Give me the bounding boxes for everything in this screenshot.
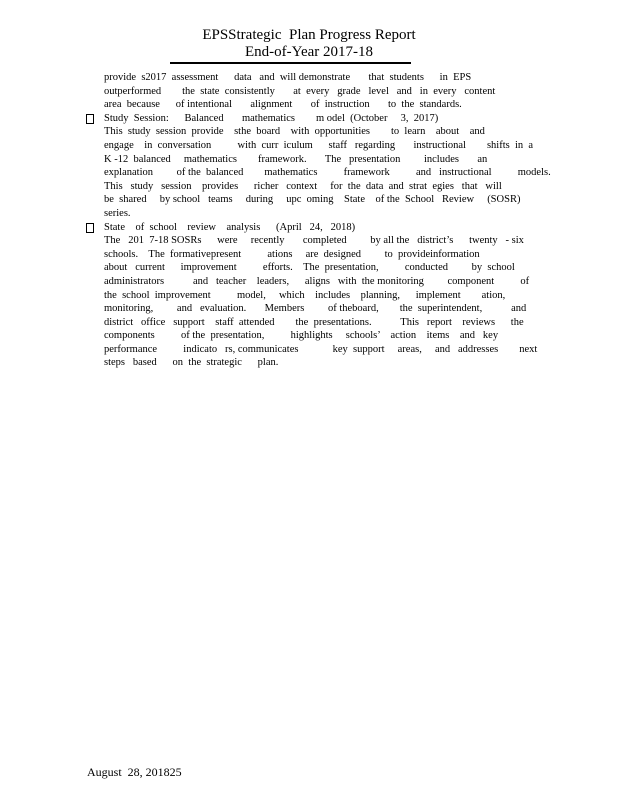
text-line: steps based on the strategic plan. bbox=[104, 357, 279, 369]
report-title: EPSStrategic Plan Progress Report bbox=[202, 27, 416, 43]
bullet-box-icon bbox=[86, 223, 94, 233]
intro-paragraph bbox=[86, 71, 526, 112]
item-title: State of school review analysis (April 24, 2018) bbox=[104, 221, 356, 233]
footer-date: August 28, 2018 bbox=[87, 765, 170, 779]
page-footer bbox=[87, 765, 182, 779]
text-line: performance indicato rs, communicates key support areas, and addresses next bbox=[104, 343, 538, 355]
text-line: provide s2017 assessment data and will demonstrate that students in EPS bbox=[104, 72, 472, 83]
text-line: monitoring, and evaluation. Members of theboard, the superintendent, and bbox=[104, 303, 527, 315]
report-subtitle: End-of-Year 2017-18 bbox=[244, 44, 374, 60]
page-number: 25 bbox=[169, 765, 182, 779]
list-item-study-session bbox=[86, 112, 551, 221]
text-line: schools. The formativepresent ations are designed to provideinformation bbox=[104, 248, 480, 260]
text-line: be shared by school teams during upc oming State of the School Review (SOSR) bbox=[104, 194, 521, 206]
text-line: area because of intentional alignment of instruction to the standards. bbox=[104, 99, 462, 111]
bullet-box-icon bbox=[86, 114, 94, 124]
text-line: administrators and teacher leaders, aligns with the monitoring component of bbox=[104, 275, 530, 287]
text-line: components of the presentation, highlights schools’ action items and key bbox=[104, 330, 499, 342]
item-title: Study Session: Balanced mathematics m odel (October 3, 2017) bbox=[104, 112, 439, 124]
text-line: engage in conversation with curr iculum staff regarding instructional shifts in a bbox=[104, 139, 534, 151]
text-line: The 201 7-18 SOSRs were recently completed by all the district’s twenty - six bbox=[104, 235, 524, 247]
text-line: This study session provides richer context for the data and strat egies that will bbox=[104, 180, 502, 192]
report-body bbox=[86, 71, 551, 370]
header-rule bbox=[170, 62, 411, 64]
text-line: explanation of the balanced mathematics framework and instructional models. bbox=[104, 167, 551, 179]
text-line: outperformed the state consistently at every grade level and in every content bbox=[104, 85, 496, 97]
list-item-school-review bbox=[86, 221, 538, 371]
text-line: the school improvement model, which includes planning, implement ation, bbox=[104, 289, 506, 301]
text-line: district office support staff attended the presentations. This report reviews the bbox=[104, 316, 524, 328]
report-header bbox=[0, 27, 618, 61]
text-line: about current improvement efforts. The presentation, conducted by school bbox=[104, 262, 515, 274]
text-line: series. bbox=[104, 207, 131, 219]
text-line: K -12 balanced mathematics framework. The presentation includes an bbox=[104, 153, 488, 165]
text-line: This study session provide sthe board with opportunities to learn about and bbox=[104, 126, 485, 138]
